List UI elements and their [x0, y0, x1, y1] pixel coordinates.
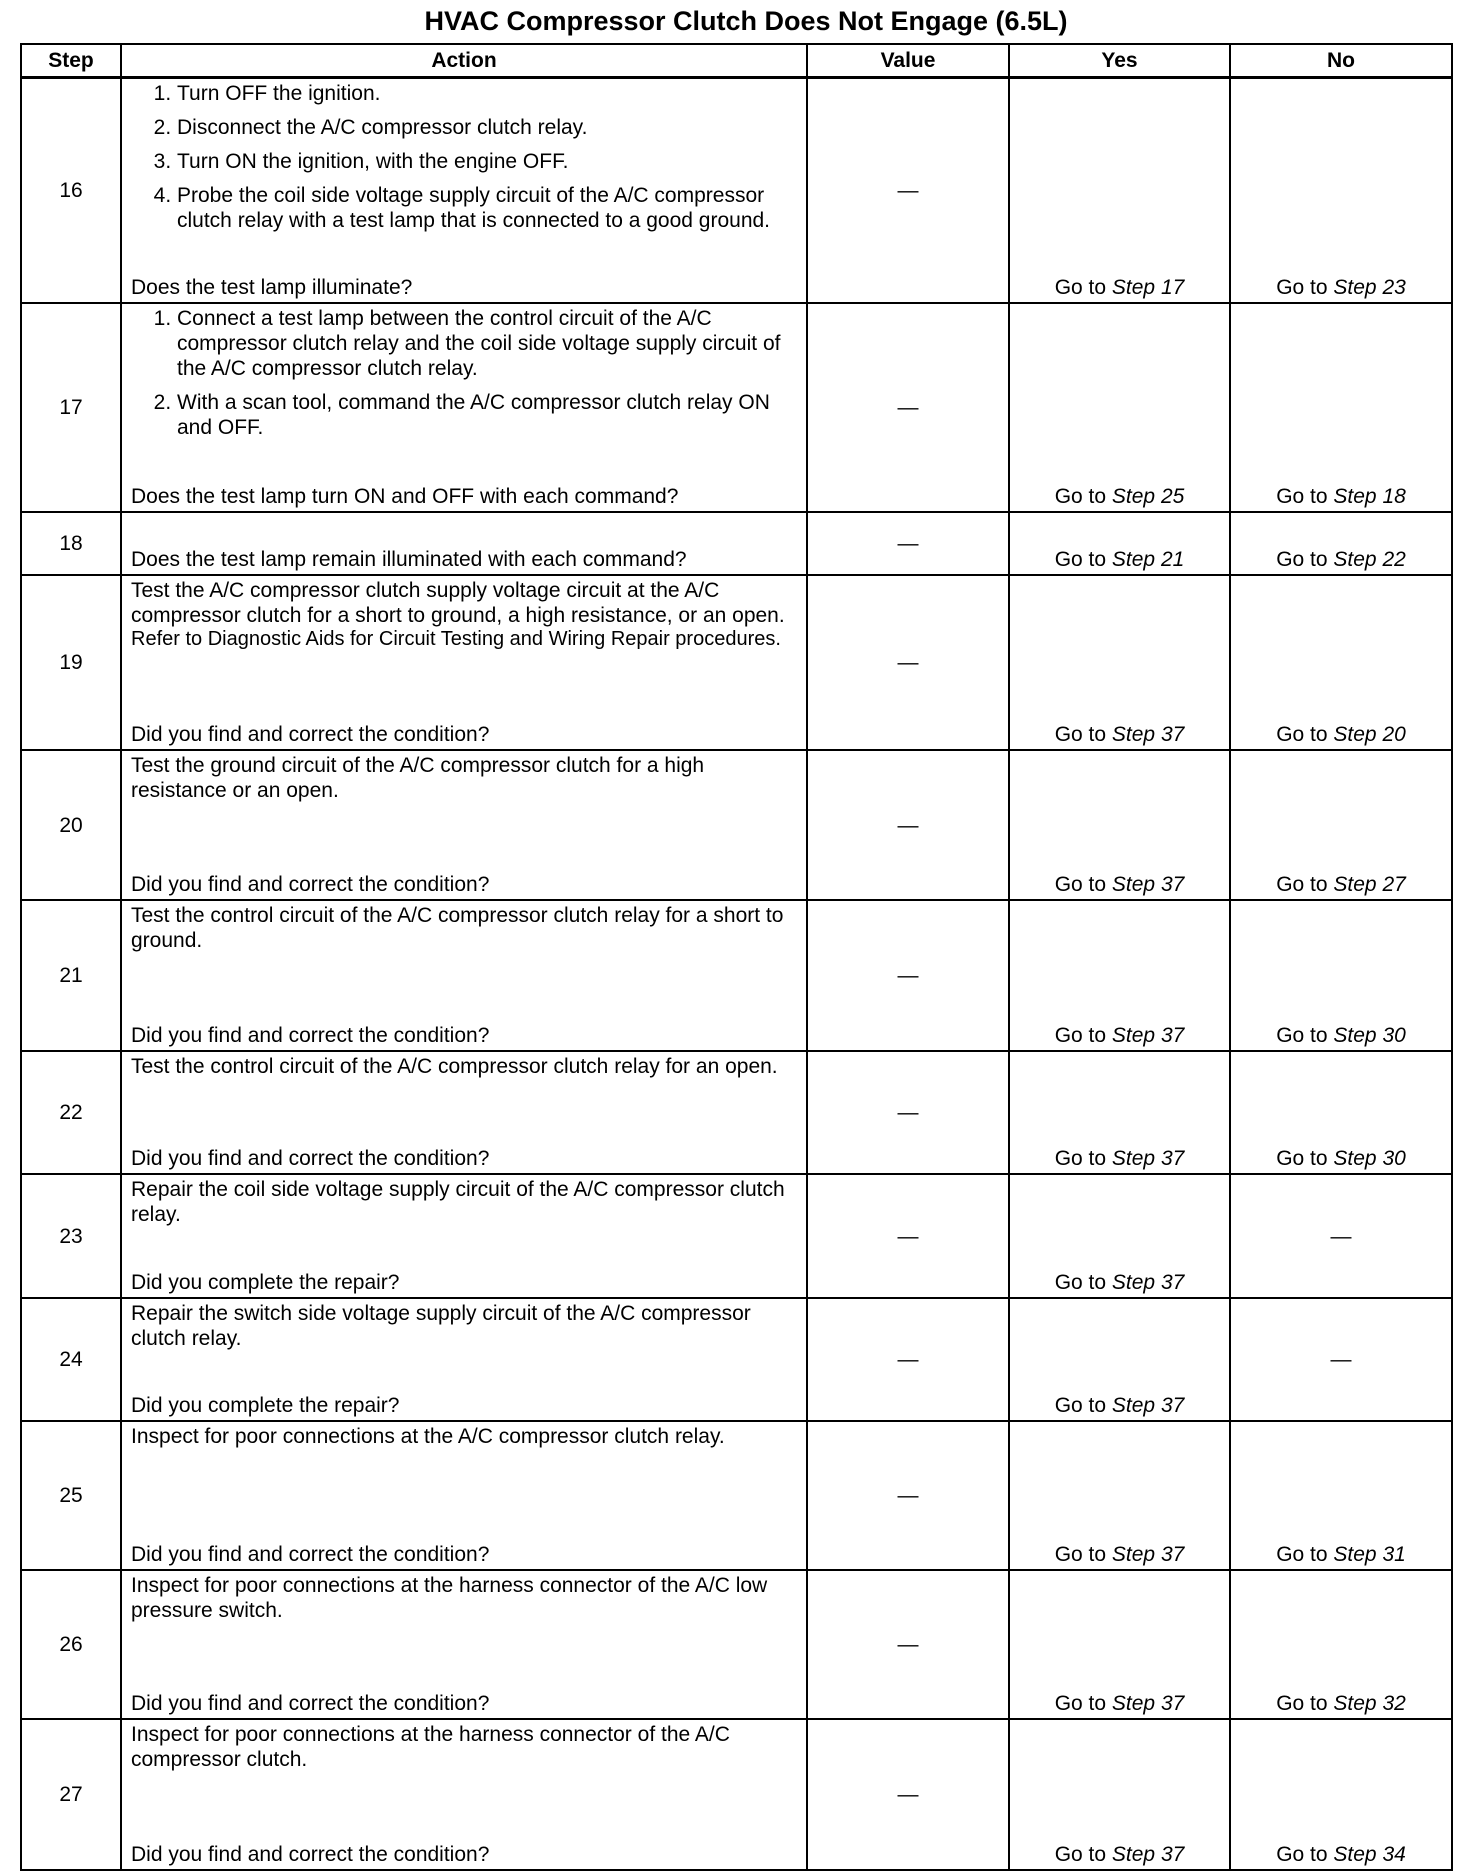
action-question: Did you complete the repair? — [131, 1271, 400, 1294]
goto-label: Go to — [1276, 1543, 1328, 1566]
action-cell — [121, 900, 807, 1051]
yes-step-link[interactable]: Step 37 — [1111, 723, 1185, 746]
no-none: — — [1330, 1348, 1352, 1371]
value-cell: — — [807, 750, 1009, 900]
goto-label: Go to — [1054, 1843, 1107, 1866]
goto-label: Go to — [1054, 1147, 1107, 1170]
table-row — [21, 575, 1452, 750]
yes-cell — [1009, 303, 1230, 512]
no-step-link[interactable]: Step 34 — [1333, 1843, 1406, 1866]
step-number: 19 — [21, 575, 121, 750]
no-cell — [1230, 512, 1452, 575]
action-step: 3. Turn ON the ignition, with the engine OFF. — [177, 149, 798, 174]
action-cell — [121, 1174, 807, 1298]
action-question: Did you find and correct the condition? — [131, 873, 490, 896]
action-text: Inspect for poor connections at the harness connector of the A/C low pressure switch. — [131, 1574, 768, 1622]
value-cell: — — [807, 575, 1009, 750]
action-step: 2. Disconnect the A/C compressor clutch relay. — [177, 115, 798, 140]
yes-step-link[interactable]: Step 37 — [1111, 873, 1185, 896]
yes-cell — [1009, 900, 1230, 1051]
action-cell — [121, 78, 807, 304]
action-question: Does the test lamp illuminate? — [131, 276, 413, 299]
step-number: 17 — [21, 303, 121, 512]
goto-label: Go to — [1054, 276, 1107, 299]
goto-label: Go to — [1054, 1024, 1107, 1047]
action-cell — [121, 512, 807, 575]
action-step: 2. With a scan tool, command the A/C compressor clutch relay ON and OFF. — [177, 390, 798, 440]
table-row — [21, 1174, 1452, 1298]
header-no: No — [1230, 44, 1452, 78]
goto-label: Go to — [1276, 873, 1328, 896]
goto-label: Go to — [1054, 548, 1107, 571]
yes-step-link[interactable]: Step 21 — [1111, 548, 1185, 571]
yes-cell — [1009, 1719, 1230, 1870]
yes-cell — [1009, 1051, 1230, 1174]
value-cell: — — [807, 303, 1009, 512]
header-step: Step — [21, 44, 121, 78]
action-question: Did you find and correct the condition? — [131, 1692, 490, 1715]
action-cell — [121, 1298, 807, 1421]
step-number: 21 — [21, 900, 121, 1051]
goto-label: Go to — [1276, 1692, 1328, 1715]
action-question: Did you find and correct the condition? — [131, 1024, 490, 1047]
no-step-link[interactable]: Step 23 — [1333, 276, 1406, 299]
yes-cell — [1009, 1298, 1230, 1421]
action-question: Did you find and correct the condition? — [131, 1147, 490, 1170]
action-question: Did you find and correct the condition? — [131, 1843, 490, 1866]
yes-step-link[interactable]: Step 37 — [1111, 1843, 1185, 1866]
value-cell: — — [807, 78, 1009, 304]
value-cell: — — [807, 1298, 1009, 1421]
goto-label: Go to — [1276, 723, 1328, 746]
table-row — [21, 750, 1452, 900]
no-cell — [1230, 303, 1452, 512]
goto-label: Go to — [1276, 1024, 1328, 1047]
action-question: Did you find and correct the condition? — [131, 1543, 490, 1566]
table-row — [21, 1051, 1452, 1174]
no-none: — — [1330, 1224, 1352, 1248]
value-cell: — — [807, 1719, 1009, 1870]
yes-step-link[interactable]: Step 37 — [1111, 1147, 1185, 1170]
goto-label: Go to — [1276, 276, 1328, 299]
step-number: 25 — [21, 1421, 121, 1570]
table-row — [21, 1421, 1452, 1570]
no-step-link[interactable]: Step 30 — [1333, 1024, 1406, 1047]
action-text: Test the A/C compressor clutch supply voltage circuit at the A/C compressor clutch for a short to ground, a high resistance, or an open. — [131, 579, 785, 627]
table-row — [21, 1298, 1452, 1421]
no-cell — [1230, 1051, 1452, 1174]
step-number: 24 — [21, 1298, 121, 1421]
step-number: 18 — [21, 512, 121, 575]
goto-label: Go to — [1276, 1147, 1328, 1170]
yes-cell — [1009, 575, 1230, 750]
action-question: Did you find and correct the condition? — [131, 723, 490, 746]
action-text: Inspect for poor connections at the A/C compressor clutch relay. — [131, 1425, 725, 1448]
action-cell — [121, 1570, 807, 1719]
step-number: 23 — [21, 1174, 121, 1298]
no-cell — [1230, 750, 1452, 900]
table-row — [21, 900, 1452, 1051]
action-step: 1. Turn OFF the ignition. — [177, 81, 798, 106]
yes-cell — [1009, 1174, 1230, 1298]
action-cell — [121, 575, 807, 750]
header-value: Value — [807, 44, 1009, 78]
step-number: 22 — [21, 1051, 121, 1174]
no-step-link[interactable]: Step 20 — [1333, 723, 1406, 746]
table-row — [21, 512, 1452, 575]
goto-label: Go to — [1054, 723, 1107, 746]
value-cell: — — [807, 900, 1009, 1051]
yes-step-link[interactable]: Step 37 — [1111, 1394, 1185, 1417]
action-note: Refer to Diagnostic Aids for Circuit Testing and Wiring Repair procedures. — [131, 628, 781, 650]
yes-step-link[interactable]: Step 37 — [1111, 1692, 1185, 1715]
goto-label: Go to — [1054, 873, 1107, 896]
no-cell — [1230, 900, 1452, 1051]
yes-cell — [1009, 1570, 1230, 1719]
no-cell — [1230, 1719, 1452, 1870]
no-step-link[interactable]: Step 27 — [1333, 873, 1406, 896]
no-step-link[interactable]: Step 31 — [1333, 1543, 1406, 1566]
yes-cell — [1009, 750, 1230, 900]
yes-step-link[interactable]: Step 37 — [1111, 1024, 1185, 1047]
yes-step-link[interactable]: Step 37 — [1111, 1271, 1185, 1294]
yes-cell — [1009, 1421, 1230, 1570]
no-step-link[interactable]: Step 32 — [1333, 1692, 1406, 1715]
action-cell — [121, 1051, 807, 1174]
table-row — [21, 78, 1452, 304]
value-cell: — — [807, 1570, 1009, 1719]
action-text: Repair the coil side voltage supply circuit of the A/C compressor clutch relay. — [131, 1178, 785, 1226]
no-step-link[interactable]: Step 22 — [1333, 548, 1406, 571]
table-row — [21, 303, 1452, 512]
no-cell — [1230, 1570, 1452, 1719]
table-header — [21, 44, 1452, 78]
yes-cell — [1009, 78, 1230, 304]
no-step-link[interactable]: Step 30 — [1333, 1147, 1406, 1170]
action-step: 4. Probe the coil side voltage supply circuit of the A/C compressor clutch relay with a test lamp that is connected to a good ground. — [177, 183, 798, 233]
yes-cell — [1009, 512, 1230, 575]
action-question: Does the test lamp remain illuminated with each command? — [131, 548, 687, 571]
value-cell: — — [807, 1421, 1009, 1570]
action-question: Does the test lamp turn ON and OFF with each command? — [131, 485, 679, 508]
goto-label: Go to — [1054, 485, 1107, 508]
action-cell — [121, 1421, 807, 1570]
goto-label: Go to — [1276, 548, 1328, 571]
goto-label: Go to — [1054, 1271, 1107, 1294]
action-step: 1. Connect a test lamp between the control circuit of the A/C compressor clutch relay and the coil side voltage supply circuit of the A/C compressor clutch relay. — [177, 306, 798, 381]
action-text: Test the control circuit of the A/C compressor clutch relay for an open. — [131, 1055, 778, 1078]
no-cell — [1230, 1421, 1452, 1570]
step-number: 16 — [21, 78, 121, 304]
no-cell — [1230, 575, 1452, 750]
goto-label: Go to — [1276, 485, 1328, 508]
action-question: Did you complete the repair? — [131, 1394, 400, 1417]
header-action: Action — [121, 44, 807, 78]
page-title: HVAC Compressor Clutch Does Not Engage (6.5L) — [424, 6, 1068, 36]
yes-step-link[interactable]: Step 17 — [1111, 276, 1185, 299]
table-row — [21, 1570, 1452, 1719]
action-cell — [121, 1719, 807, 1870]
no-cell — [1230, 78, 1452, 304]
action-text: Test the control circuit of the A/C compressor clutch relay for a short to ground. — [131, 904, 784, 952]
no-cell — [1230, 1298, 1452, 1421]
goto-label: Go to — [1054, 1543, 1107, 1566]
table-row — [21, 1719, 1452, 1870]
action-text: Inspect for poor connections at the harness connector of the A/C compressor clutch. — [131, 1723, 730, 1771]
no-cell — [1230, 1174, 1452, 1298]
goto-label: Go to — [1276, 1843, 1328, 1866]
yes-step-link[interactable]: Step 37 — [1111, 1543, 1185, 1566]
yes-step-link[interactable]: Step 25 — [1111, 485, 1185, 508]
step-number: 27 — [21, 1719, 121, 1870]
action-text: Test the ground circuit of the A/C compressor clutch for a high resistance or an open. — [131, 754, 705, 802]
action-cell — [121, 750, 807, 900]
header-yes: Yes — [1009, 44, 1230, 78]
action-cell — [121, 303, 807, 512]
step-number: 26 — [21, 1570, 121, 1719]
goto-label: Go to — [1054, 1394, 1107, 1417]
diagnostic-table — [20, 43, 1453, 1871]
value-cell: — — [807, 512, 1009, 575]
step-number: 20 — [21, 750, 121, 900]
value-cell: — — [807, 1051, 1009, 1174]
no-step-link[interactable]: Step 18 — [1333, 485, 1406, 508]
value-cell: — — [807, 1174, 1009, 1298]
action-text: Repair the switch side voltage supply circuit of the A/C compressor clutch relay. — [131, 1302, 751, 1350]
goto-label: Go to — [1054, 1692, 1107, 1715]
